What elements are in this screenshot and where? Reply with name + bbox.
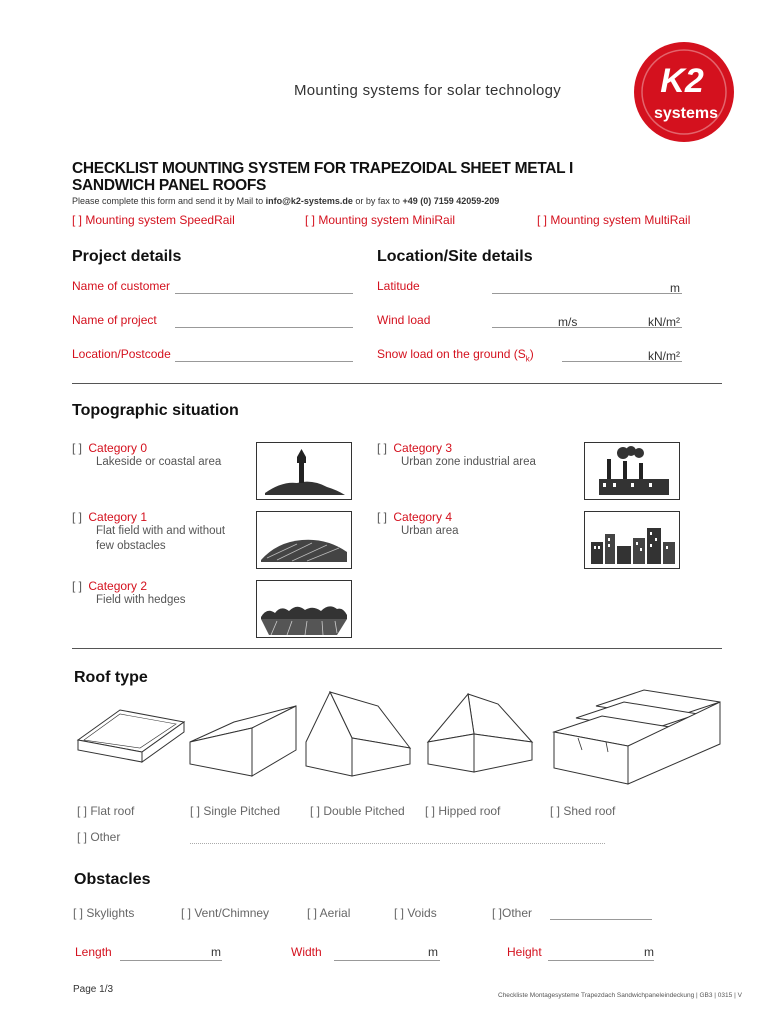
location-postcode-label: Location/Postcode (72, 347, 171, 361)
footer-reference: Checkliste Montagesysteme Trapezdach Sandwichpaneleindeckung | GB3 | 0315 | V (498, 992, 742, 999)
length-field[interactable] (120, 960, 222, 961)
category-4-title: Category 4 (393, 510, 453, 524)
contact-email[interactable]: info@k2-systems.de (265, 196, 353, 206)
customer-name-label: Name of customer (72, 279, 171, 293)
length-label: Length (75, 945, 112, 959)
page-title-line2: SANDWICH PANEL ROOFS (72, 177, 267, 194)
obstacle-option-aerial[interactable]: [ ] Aerial (307, 906, 351, 920)
checkbox-bracket[interactable]: [ ] (377, 510, 388, 524)
obstacle-option-vent-chimney[interactable]: [ ] Vent/Chimney (181, 906, 270, 920)
category-2-option[interactable] (72, 579, 147, 593)
obstacle-option-other[interactable]: [ ]Other (492, 906, 533, 920)
obstacle-other-field[interactable] (550, 919, 652, 920)
checkbox-bracket[interactable]: [ ] (72, 510, 83, 524)
latitude-label: Latitude (377, 279, 420, 293)
lighthouse-image (256, 442, 352, 500)
width-field[interactable] (334, 960, 440, 961)
category-1-title: Category 1 (88, 510, 148, 524)
roof-option-hipped[interactable]: [ ] Hipped roof (425, 804, 501, 818)
snow-load-text: Snow load on the ground (S (377, 347, 526, 361)
category-2-title: Category 2 (88, 579, 148, 593)
width-unit: m (428, 945, 438, 959)
flat-field-image (256, 511, 352, 569)
roof-option-flat[interactable]: [ ] Flat roof (77, 804, 135, 818)
customer-name-field[interactable] (175, 293, 353, 294)
hipped-roof-illustration (424, 690, 536, 783)
hedges-image (256, 580, 352, 638)
system-option-multirail[interactable]: [ ] Mounting system MultiRail (537, 213, 691, 227)
logo-systems-text: systems (653, 105, 719, 122)
latitude-unit: m (670, 281, 680, 295)
urban-image (584, 511, 680, 569)
project-name-label: Name of project (72, 313, 157, 327)
roof-option-single-pitched[interactable]: [ ] Single Pitched (190, 804, 281, 818)
snow-load-label (377, 347, 534, 363)
roof-type-heading: Roof type (74, 669, 148, 686)
wind-unit-ms: m/s (558, 315, 578, 329)
snow-load-close: ) (529, 347, 534, 361)
checkbox-bracket[interactable]: [ ] (72, 579, 83, 593)
wind-unit-kn: kN/m² (648, 315, 680, 329)
topographic-heading: Topographic situation (72, 402, 239, 419)
height-field[interactable] (548, 960, 654, 961)
obstacle-option-voids[interactable]: [ ] Voids (394, 906, 437, 920)
single-pitched-illustration (186, 698, 298, 785)
width-label: Width (291, 945, 322, 959)
checkbox-bracket[interactable]: [ ] (377, 441, 388, 455)
category-0-desc: Lakeside or coastal area (96, 456, 222, 468)
category-3-title: Category 3 (393, 441, 453, 455)
system-option-speedrail[interactable]: [ ] Mounting system SpeedRail (72, 213, 235, 227)
k2-logo (632, 40, 736, 144)
category-2-desc: Field with hedges (96, 594, 186, 606)
category-0-option[interactable] (72, 441, 147, 455)
page-title-line1: CHECKLIST MOUNTING SYSTEM FOR TRAPEZOIDAL SHEET METAL I (72, 160, 574, 177)
height-unit: m (644, 945, 654, 959)
obstacle-option-skylights[interactable]: [ ] Skylights (73, 906, 135, 920)
length-unit: m (211, 945, 221, 959)
wind-load-label: Wind load (377, 313, 431, 327)
category-3-desc: Urban zone industrial area (401, 456, 536, 468)
flat-roof-illustration (76, 706, 188, 781)
category-1-desc-line2: few obstacles (96, 540, 166, 552)
project-name-field[interactable] (175, 327, 353, 328)
contact-fax: +49 (0) 7159 42059-209 (402, 196, 500, 206)
category-3-option[interactable] (377, 441, 452, 455)
shed-roof-illustration (548, 688, 724, 791)
roof-option-other[interactable]: [ ] Other (77, 830, 121, 844)
instructions-mid: or by fax to (352, 196, 403, 206)
snow-load-subscript: k (525, 354, 530, 364)
snow-unit: kN/m² (648, 349, 680, 363)
industrial-image (584, 442, 680, 500)
divider (72, 648, 722, 649)
category-0-title: Category 0 (88, 441, 148, 455)
system-option-minirail[interactable]: [ ] Mounting system MiniRail (305, 213, 456, 227)
project-details-heading: Project details (72, 248, 182, 265)
roof-option-shed[interactable]: [ ] Shed roof (550, 804, 616, 818)
location-postcode-field[interactable] (175, 361, 353, 362)
checkbox-bracket[interactable]: [ ] (72, 441, 83, 455)
divider (72, 383, 722, 384)
instructions (72, 196, 499, 206)
category-1-option[interactable] (72, 510, 147, 524)
category-4-option[interactable] (377, 510, 452, 524)
obstacles-heading: Obstacles (74, 871, 151, 888)
logo-k2-text: K2 (660, 62, 704, 100)
category-1-desc-line1: Flat field with and without (96, 525, 226, 537)
height-label: Height (507, 945, 542, 959)
category-4-desc: Urban area (401, 525, 459, 537)
double-pitched-illustration (302, 688, 414, 785)
tagline: Mounting systems for solar technology (294, 82, 562, 99)
instructions-pre: Please complete this form and send it by Mail to (72, 196, 266, 206)
roof-option-double-pitched[interactable]: [ ] Double Pitched (310, 804, 405, 818)
roof-other-field[interactable] (190, 843, 605, 844)
latitude-field[interactable] (492, 293, 682, 294)
location-details-heading: Location/Site details (377, 248, 533, 265)
page-number: Page 1/3 (73, 984, 114, 995)
